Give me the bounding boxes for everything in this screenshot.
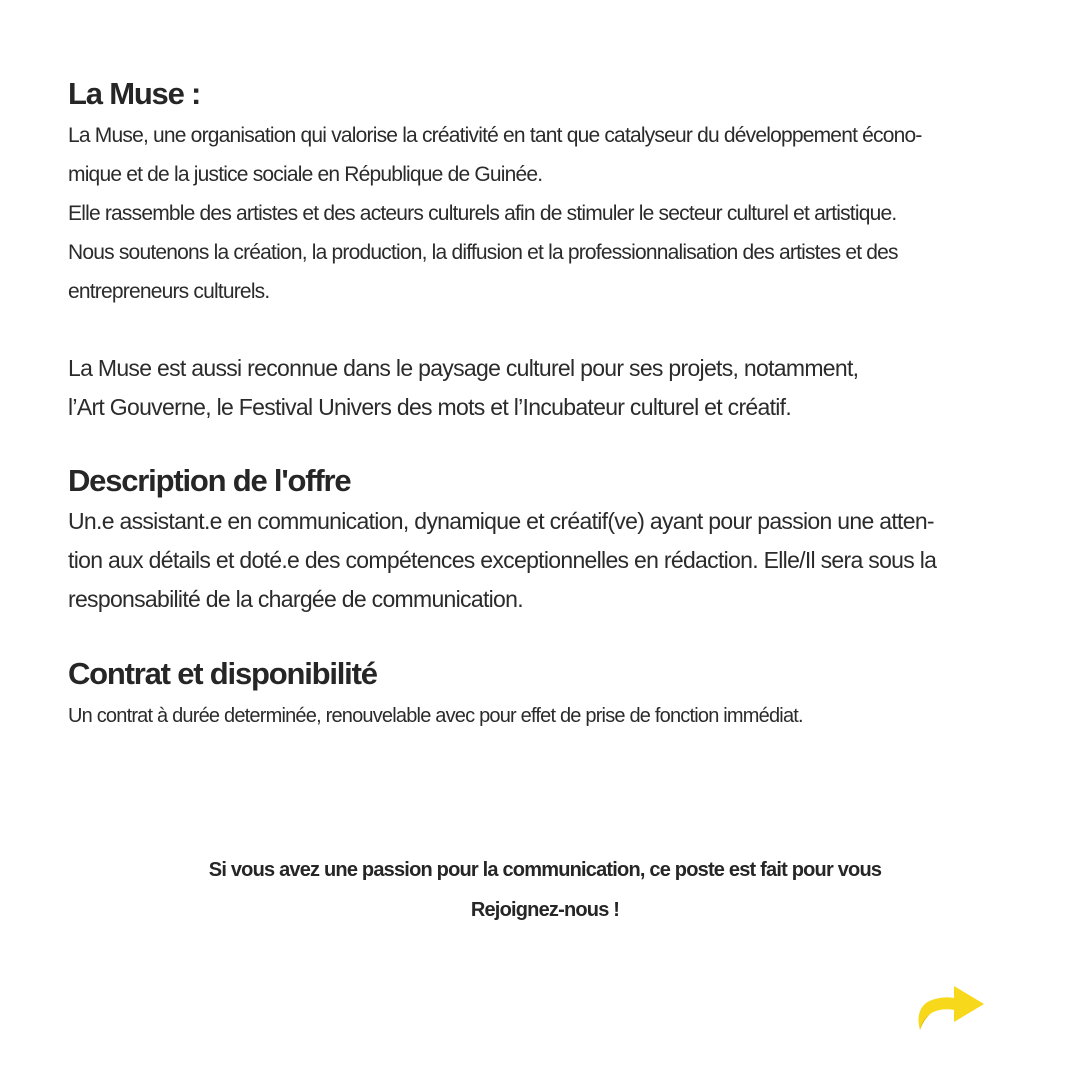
muse-paragraph-line: La Muse, une organisation qui valorise la créativité en tant que catalyseur du développement écono- (68, 124, 922, 147)
footer-tagline: Si vous avez une passion pour la communication, ce poste est fait pour vous (208, 859, 882, 881)
curved-arrow-right-icon[interactable] (914, 974, 988, 1034)
contract-paragraph-line: Un contrat à durée determinée, renouvelable avec pour effet de prise de fonction immédiat. (68, 705, 803, 727)
muse-paragraph-line: entrepreneurs culturels. (68, 280, 270, 303)
muse-paragraph-line: Nous soutenons la création, la production, la diffusion et la professionnalisation des artistes et des (68, 241, 898, 264)
muse-paragraph-line: Elle rassemble des artistes et des acteurs culturels afin de stimuler le secteur culturel et artistique. (68, 202, 897, 225)
section-title-la-muse: La Muse : (68, 76, 201, 111)
offer-paragraph-line: Un.e assistant.e en communication, dynamique et créatif(ve) ayant pour passion une atten- (68, 508, 934, 534)
muse-recognition-line: l’Art Gouverne, le Festival Univers des mots et l’Incubateur culturel et créatif. (68, 394, 792, 420)
section-title-contract: Contrat et disponibilité (68, 656, 377, 691)
offer-paragraph-line: tion aux détails et doté.e des compétences exceptionnelles en rédaction. Elle/Il sera sous la (68, 547, 937, 573)
muse-recognition-line: La Muse est aussi reconnue dans le paysage culturel pour ses projets, notamment, (68, 355, 859, 381)
offer-paragraph-line: responsabilité de la chargée de communication. (68, 586, 523, 612)
arrow-shape (919, 986, 985, 1030)
section-title-offer-description: Description de l'offre (68, 463, 351, 498)
join-us-cta: Rejoignez-nous ! (470, 899, 620, 921)
muse-paragraph-line: mique et de la justice sociale en République de Guinée. (68, 163, 543, 186)
